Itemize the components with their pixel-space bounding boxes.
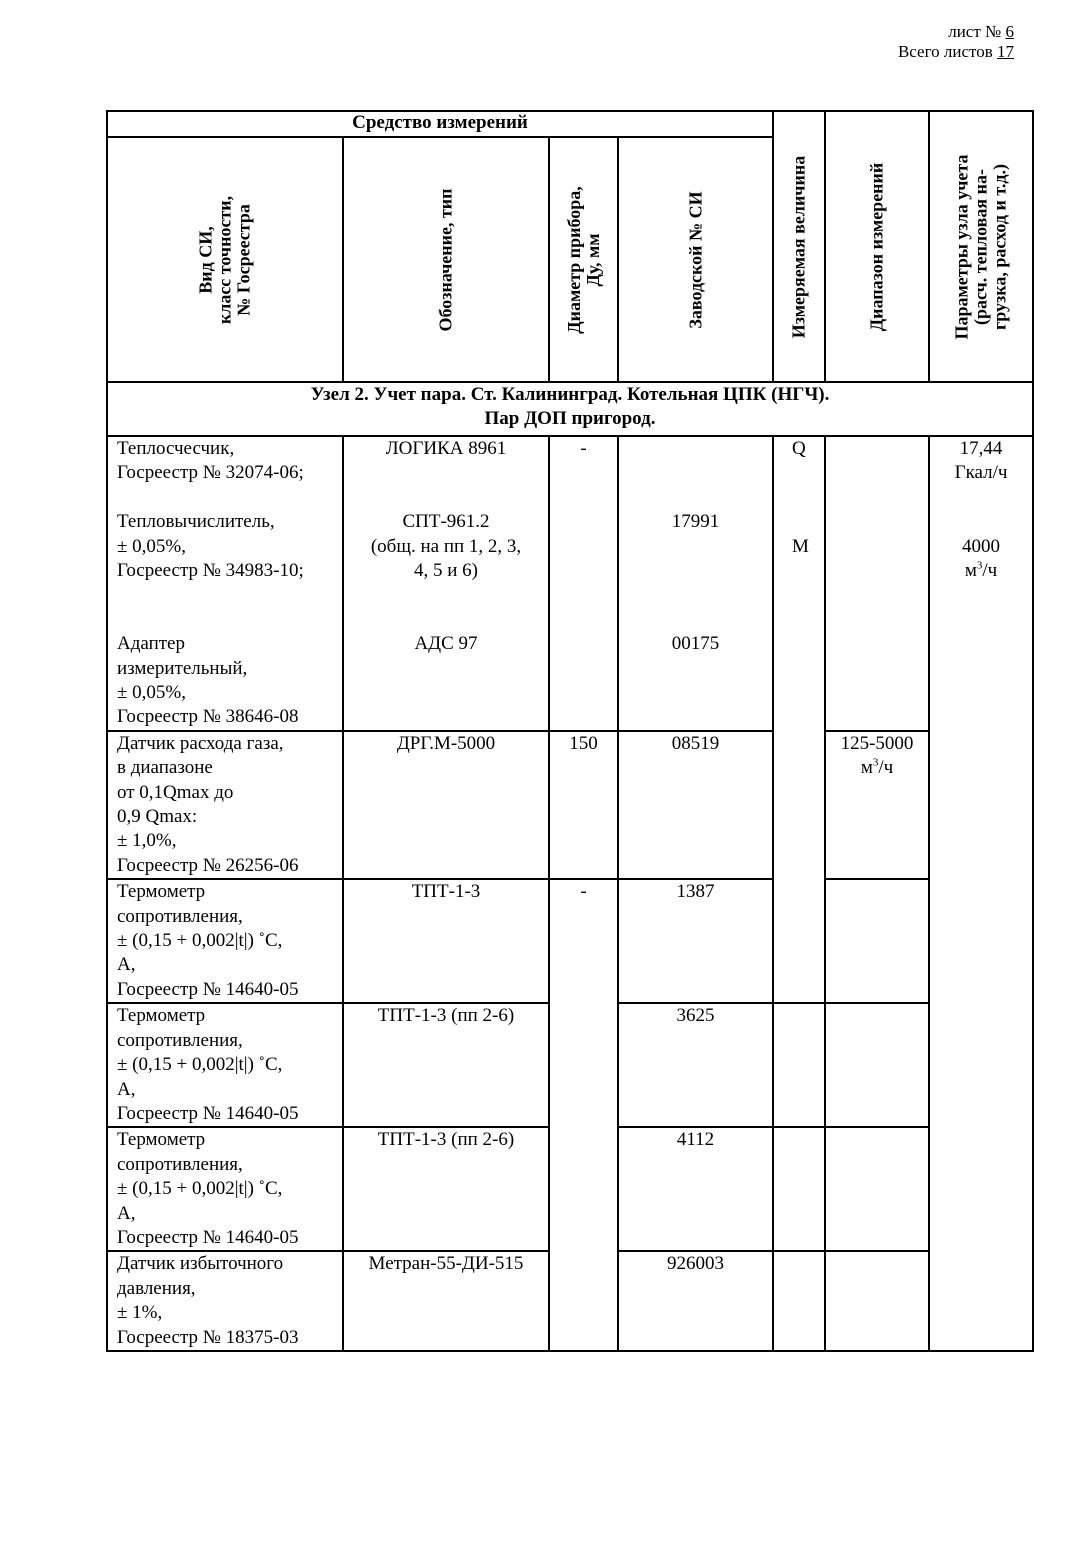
cell-quantity <box>773 1003 825 1127</box>
cell-diameter: - <box>549 436 618 731</box>
params-heat-value: 17,44 <box>959 438 1003 459</box>
header-designation-text: Обозначение, тип <box>435 187 456 332</box>
table-row <box>107 731 1033 879</box>
header-serial <box>618 137 773 382</box>
cell-quantity <box>773 436 825 1003</box>
cell-diameter: 150 <box>549 731 618 879</box>
cell-designation: Метран-55-ДИ-515 <box>343 1251 549 1351</box>
header-diameter-text: Диаметр прибора, Ду, мм <box>563 185 603 334</box>
sheet-number: 6 <box>1005 22 1014 41</box>
sheet-label: лист № <box>948 22 1002 41</box>
header-type-text: Вид СИ, класс точности, № Госреестра <box>195 195 254 324</box>
sheet-number-line <box>898 22 1014 42</box>
cell-designation: ТПТ-1-3 (пп 2-6) <box>343 1003 549 1127</box>
cell-designation: ДРГ.М-5000 <box>343 731 549 879</box>
header-serial-text: Заводской № СИ <box>685 190 705 329</box>
range-value: 125-5000 <box>840 732 914 754</box>
cell-range <box>825 436 929 731</box>
cell-range <box>825 1003 929 1127</box>
quantity-m: M <box>792 535 809 557</box>
header-type <box>107 137 343 382</box>
total-number: 17 <box>997 42 1014 61</box>
cell-params <box>929 436 1033 1351</box>
header-quantity <box>773 111 825 382</box>
cell-range <box>825 731 929 879</box>
cell-type: Датчик расхода газа, в диапазоне от 0,1Qmax до 0,9 Qmax: ± 1,0%, Госреестр № 26256-06 <box>107 731 343 879</box>
cell-type: Термометр сопротивления, ± (0,15 + 0,002|t|) ˚С, А, Госреестр № 14640-05 <box>107 879 343 1003</box>
cell-serial: 4112 <box>618 1127 773 1251</box>
table-row <box>107 879 1033 1003</box>
params-flow-unit: $м^3/ч$ <box>964 559 998 581</box>
cell-range <box>825 1127 929 1251</box>
cell-serial: 08519 <box>618 731 773 879</box>
cell-designation: ТПТ-1-3 <box>343 879 549 1003</box>
cell-designation: ЛОГИКА 8961 СПТ-961.2 (общ. на пп 1, 2, 3, 4, 5 и 6) АДС 97 <box>343 436 549 731</box>
sheet-info <box>898 22 1014 62</box>
cell-serial: 926003 <box>618 1251 773 1351</box>
quantity-q: Q <box>792 438 806 459</box>
header-range-text: Диапазон измерений <box>866 162 887 331</box>
params-flow-value: 4000 <box>962 535 1001 557</box>
cell-type: Теплосчесчик, Госреестр № 32074-06; Тепловычислитель, ± 0,05%, Госреестр № 34983-10; Адаптер измерительный, ± 0,05%, Госреестр № 38646-08 <box>107 436 343 731</box>
header-range <box>825 111 929 382</box>
cell-range <box>825 1251 929 1351</box>
measurement-instruments-table <box>106 110 1034 1352</box>
cell-diameter: - <box>549 879 618 1351</box>
header-quantity-text: Измеряемая величина <box>788 155 809 338</box>
header-designation <box>343 137 549 382</box>
cell-designation: ТПТ-1-3 (пп 2-6) <box>343 1127 549 1251</box>
cell-range <box>825 879 929 1003</box>
range-unit: $м^3/ч$ <box>860 756 894 779</box>
total-label: Всего листов <box>897 42 993 61</box>
header-params <box>929 111 1033 382</box>
cell-quantity <box>773 1251 825 1351</box>
table-row <box>107 436 1033 731</box>
cell-serial: 17991 00175 <box>618 436 773 731</box>
cell-type: Датчик избыточного давления, ± 1%, Госреестр № 18375-03 <box>107 1251 343 1351</box>
params-heat-unit: Гкал/ч <box>954 462 1008 484</box>
header-diameter <box>549 137 618 382</box>
header-params-text: Параметры узла учета (расч. тепловая на- грузка, расход и т.д.) <box>951 154 1010 339</box>
cell-serial: 1387 <box>618 879 773 1003</box>
cell-quantity <box>773 1127 825 1251</box>
section-title: Узел 2. Учет пара. Ст. Калининград. Котельная ЦПК (НГЧ). Пар ДОП пригород. <box>107 382 1033 436</box>
cell-type: Термометр сопротивления, ± (0,15 + 0,002|t|) ˚С, А, Госреестр № 14640-05 <box>107 1003 343 1127</box>
cell-serial: 3625 <box>618 1003 773 1127</box>
cell-type: Термометр сопротивления, ± (0,15 + 0,002|t|) ˚С, А, Госреестр № 14640-05 <box>107 1127 343 1251</box>
group-header: Средство измерений <box>107 111 773 137</box>
total-sheets-line <box>898 42 1014 62</box>
